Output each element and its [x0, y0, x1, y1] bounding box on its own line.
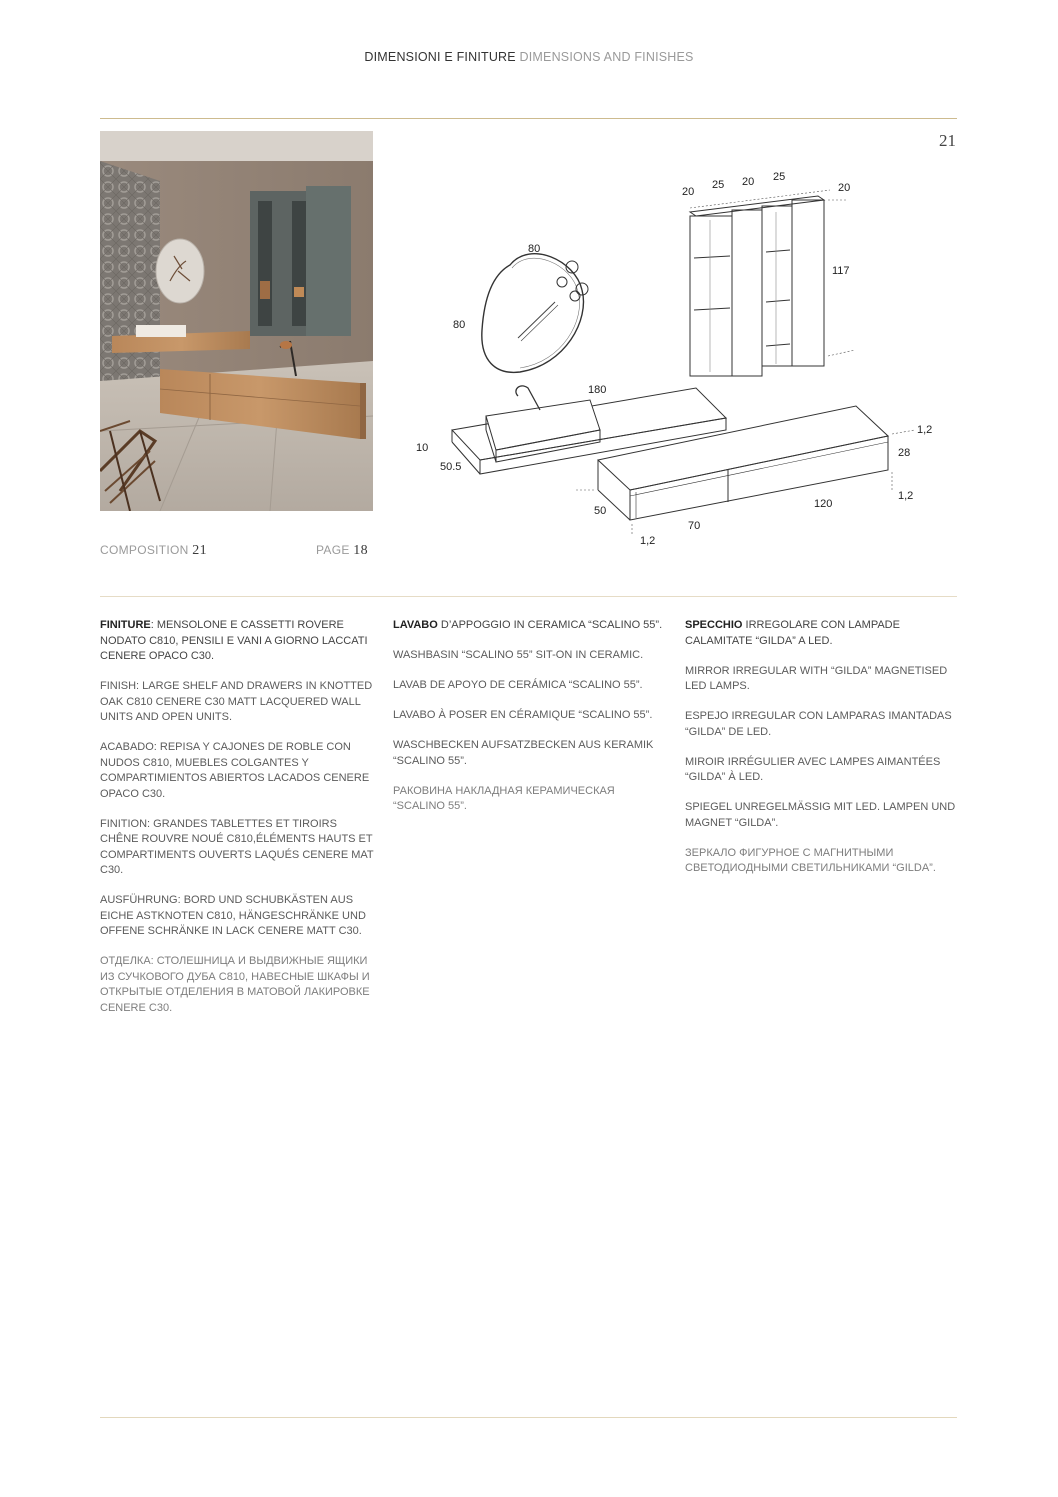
- composition-value: 21: [192, 543, 207, 558]
- dim-drawer-70: 70: [688, 520, 701, 532]
- specchio-title: SPECCHIO: [685, 619, 743, 631]
- lavabo-title: LAVABO: [393, 619, 438, 631]
- finiture-french: FINITION: GRANDES TABLETTES ET TIROIRS CHÊNE ROUVRE NOUÉ C810,ÉLÉMENTS HAUTS ET COMPARTIMENTS OUVERTS LAQUÉS CENERE MAT C30.: [100, 817, 374, 876]
- composition-number: 21: [939, 131, 956, 150]
- dim-cab-top-2: 25: [712, 179, 725, 191]
- composition-label: [100, 543, 207, 559]
- lavabo-german: WASCHBECKEN AUFSATZBECKEN AUS KERAMIK “SCALINO 55”.: [393, 739, 654, 767]
- finiture-column: [100, 618, 376, 1031]
- finiture-english: FINISH: LARGE SHELF AND DRAWERS IN KNOTTED OAK C810 CENERE C30 MATT LACQUERED WALL UNITS AND OPEN UNITS.: [100, 680, 373, 723]
- specchio-russian: ЗЕРКАЛО ФИГУРНОЕ С МАГНИТНЫМИ СВЕТОДИОДНЫМИ СВЕТИЛЬНИКАМИ “GILDA”.: [685, 846, 936, 874]
- specchio-lead-text: IRREGOLARE CON LAMPADE CALAMITATE “GILDA” A LED.: [685, 619, 900, 647]
- page-header: [0, 50, 1058, 64]
- dim-shelf-width: 180: [588, 384, 607, 396]
- dim-drawer-height: 28: [898, 447, 911, 459]
- specchio-spanish: ESPEJO IRREGULAR CON LAMPARAS IMANTADAS “GILDA” DE LED.: [685, 710, 952, 738]
- finiture-title: FINITURE: [100, 619, 151, 631]
- dim-mirror-width: 80: [528, 243, 541, 255]
- lavabo-lead-text: D’APPOGGIO IN CERAMICA “SCALINO 55”.: [437, 619, 663, 631]
- footer-divider: [100, 1417, 957, 1418]
- dim-cab-top-5: 20: [838, 182, 851, 194]
- finiture-german: AUSFÜHRUNG: BORD UND SCHUBKÄSTEN AUS EICHE ASTKNOTEN C810, HÄNGESCHRÄNKE UND OFFENE SCHRÄNKE IN LACK CENERE MATT C30.: [100, 894, 366, 937]
- dim-bottom-gap: 1,2: [640, 535, 656, 547]
- lavabo-lead: [393, 618, 669, 634]
- specchio-english: MIRROR IRREGULAR WITH “GILDA” MAGNETISED LED LAMPS.: [685, 664, 948, 692]
- photo-illustration: [100, 131, 373, 511]
- dim-cab-top-4: 25: [773, 171, 786, 183]
- finiture-lead-text: : MENSOLONE E CASSETTI ROVERE NODATO C810, PENSILI E VANI A GIORNO LACCATI CENERE OPACO C30.: [100, 619, 368, 662]
- dim-mirror-height: 80: [453, 319, 466, 331]
- finiture-spanish: ACABADO: REPISA Y CAJONES DE ROBLE CON NUDOS C810, MUEBLES COLGANTES Y COMPARTIMIENTOS ABIERTOS LACADOS CENERE OPACO C30.: [100, 741, 370, 800]
- page-reference: [316, 543, 368, 559]
- specchio-lead: [685, 618, 961, 649]
- page-label-text: PAGE: [316, 543, 350, 557]
- lavabo-english: WASHBASIN “SCALINO 55” SIT-ON IN CERAMIC.: [393, 649, 644, 661]
- lavabo-french: LAVABO À POSER EN CÉRAMIQUE “SCALINO 55”.: [393, 709, 653, 721]
- dim-cab-height: 117: [832, 265, 850, 277]
- specchio-french: MIROIR IRRÉGULIER AVEC LAMPES AIMANTÉES “GILDA” À LED.: [685, 755, 941, 783]
- dim-shelf-depth: 50.5: [440, 461, 462, 473]
- header-title-italian: DIMENSIONI E FINITURE: [364, 50, 516, 64]
- composition-label-text: COMPOSITION: [100, 543, 189, 557]
- lavabo-spanish: LAVAB DE APOYO DE CERÁMICA “SCALINO 55”.: [393, 679, 643, 691]
- dim-cab-top-3: 20: [742, 176, 755, 188]
- finiture-lead: [100, 618, 376, 665]
- bathroom-composition-photo: [100, 131, 373, 511]
- header-title-english: DIMENSIONS AND FINISHES: [519, 50, 694, 64]
- dim-shelf-thickness: 10: [416, 442, 429, 454]
- lavabo-russian: РАКОВИНА НАКЛАДНАЯ КЕРАМИЧЕСКАЯ “SCALINO 55”.: [393, 784, 615, 812]
- page-value: 18: [353, 543, 368, 558]
- content-divider: [100, 596, 957, 597]
- lavabo-column: [393, 618, 669, 829]
- specchio-german: SPIEGEL UNREGELMÄSSIG MIT LED. LAMPEN UND MAGNET “GILDA”.: [685, 801, 956, 829]
- dim-right-top: 1,2: [917, 424, 933, 436]
- specchio-column: [685, 618, 961, 891]
- finiture-russian: ОТДЕЛКА: СТОЛЕШНИЦА И ВЫДВИЖНЫЕ ЯЩИКИ ИЗ СУЧКОВОГО ДУБА C810, НАВЕСНЫЕ ШКАФЫ И ОТКРЫТЫЕ ОТДЕЛЕНИЯ В МАТОВОЙ ЛАКИРОВКЕ CENERE C30.: [100, 955, 370, 1014]
- dim-cab-top-1: 20: [682, 186, 695, 198]
- technical-drawing: [400, 160, 956, 555]
- dim-drawer-120: 120: [814, 498, 833, 510]
- dim-right-bottom: 1,2: [898, 490, 914, 502]
- drawing-svg: [400, 160, 956, 555]
- header-divider: [100, 118, 957, 119]
- dim-drawer-depth: 50: [594, 505, 607, 517]
